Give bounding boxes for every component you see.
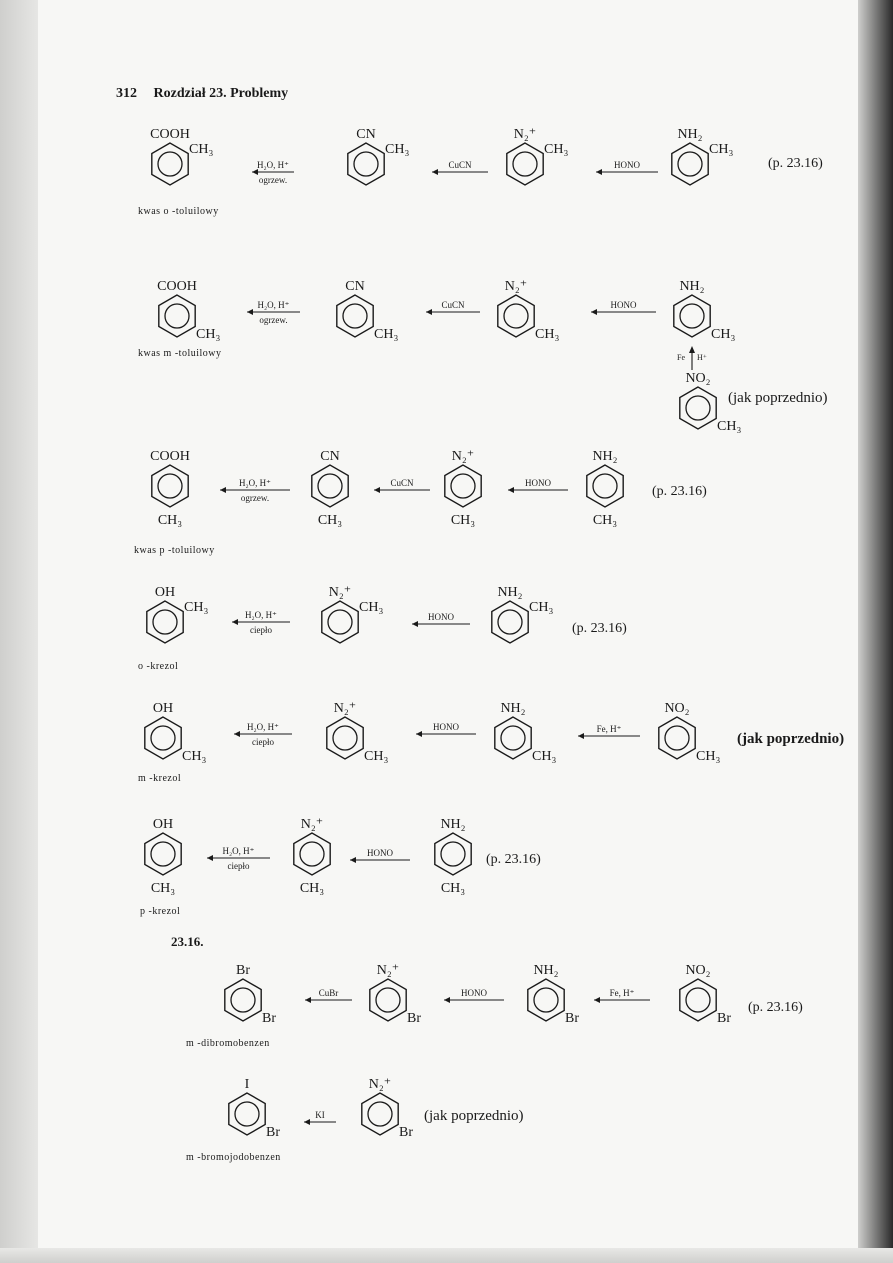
row1-cooh-aromatic-circle xyxy=(158,152,182,176)
row1-n2-ring xyxy=(507,143,543,185)
row5-arrow2-head xyxy=(416,731,422,737)
row3-cooh-top-group: COOH xyxy=(150,449,190,464)
row2-hplus-label: H⁺ xyxy=(697,353,707,362)
row5-nh2-meta-group: CH₃ xyxy=(532,749,557,764)
row8-arrow1-reagent: KI xyxy=(315,1110,325,1120)
row2-arrow3-reagent: HONO xyxy=(610,300,637,310)
row6-nh2-bottom-group: CH₃ xyxy=(440,881,466,896)
row3-nh2-bottom-group: CH₃ xyxy=(592,513,618,528)
row7-arrow3-reagent: Fe, H⁺ xyxy=(609,988,635,998)
row3-cn-top-group: CN xyxy=(320,449,340,464)
row5-no2-ring xyxy=(659,717,695,759)
row7-arrow1-head xyxy=(305,997,311,1003)
row3-cooh-bottom-group: CH₃ xyxy=(157,513,183,528)
row7-n2-top-group: N₂⁺ xyxy=(376,963,400,978)
reference-row4: (p. 23.16) xyxy=(572,621,627,636)
row7-no2-top-group: NO₂ xyxy=(685,963,711,978)
row3-n2-ring xyxy=(445,465,481,507)
row5-nh2-ring xyxy=(495,717,531,759)
row2-n2-meta-group: CH₃ xyxy=(535,327,560,342)
row2-nh2-ring xyxy=(674,295,710,337)
row4-arrow1-reagent: H₂O, H⁺ xyxy=(245,610,277,620)
row1-cooh-top-group: COOH xyxy=(150,127,190,142)
row8-n2-ring xyxy=(362,1093,398,1135)
row2-arrow1-reagent: H₂O, H⁺ xyxy=(257,300,290,310)
row8-iodo-top-group: I xyxy=(244,1077,250,1092)
row2-arrow1-head xyxy=(247,309,253,315)
row7-nh2-meta-group: Br xyxy=(565,1011,579,1026)
row2-cn-top-group: CN xyxy=(345,279,365,294)
row7-n2-aromatic-circle xyxy=(376,988,400,1012)
row1-cooh-ring xyxy=(152,143,188,185)
row1-arrow2-reagent: CuCN xyxy=(448,160,472,170)
row5-nh2-aromatic-circle xyxy=(501,726,525,750)
row1-n2-aromatic-circle xyxy=(513,152,537,176)
row7-arrow1-reagent: CuBr xyxy=(318,988,339,998)
row4-nh2-ortho-group: CH₃ xyxy=(529,600,554,615)
row6-oh-bottom-group: CH₃ xyxy=(150,881,176,896)
row5-no2-meta-group: CH₃ xyxy=(696,749,721,764)
row4-oh-aromatic-circle xyxy=(153,610,177,634)
row2-arrow1-condition: ogrzew. xyxy=(259,315,288,325)
row8-n2-meta-group: Br xyxy=(399,1125,413,1140)
note-row5: (jak poprzednio) xyxy=(737,731,845,747)
row2-cooh-top-group: COOH xyxy=(157,279,197,294)
row3-arrow3-head xyxy=(508,487,514,493)
row3-arrow1-reagent: H₂O, H⁺ xyxy=(239,478,271,488)
row5-arrow1-condition: ciepło xyxy=(252,737,274,747)
row5-arrow1-reagent: H₂O, H⁺ xyxy=(247,722,279,732)
row3-arrow3-reagent: HONO xyxy=(525,478,551,488)
row2-cn-meta-group: CH₃ xyxy=(374,327,399,342)
row3-arrow1-condition: ogrzew. xyxy=(240,493,270,503)
row4-nh2-top-group: NH₂ xyxy=(497,585,523,600)
row2-no2-ring xyxy=(680,387,716,429)
row4-oh-ring xyxy=(147,601,183,643)
row1-n2-ortho-group: CH₃ xyxy=(544,142,569,157)
row4-nh2-aromatic-circle xyxy=(498,610,522,634)
row6-oh-ring xyxy=(145,833,181,875)
row1-cn-ortho-group: CH₃ xyxy=(385,142,410,157)
row1-arrow3-reagent: HONO xyxy=(614,160,640,170)
row2-no2-aromatic-circle xyxy=(686,396,710,420)
row3-arrow2-head xyxy=(374,487,380,493)
row3-n2-top-group: N₂⁺ xyxy=(451,449,475,464)
row8-iodo-aromatic-circle xyxy=(235,1102,259,1126)
row5-oh-meta-group: CH₃ xyxy=(182,749,207,764)
row4-oh-ortho-group: CH₃ xyxy=(184,600,209,615)
row3-nh2-top-group: NH₂ xyxy=(592,449,618,464)
row7-arrow2-head xyxy=(444,997,450,1003)
row2-n2-top-group: N₂⁺ xyxy=(504,279,528,294)
caption-o-toluic-acid: kwas o -toluilowy xyxy=(138,206,219,217)
row6-nh2-ring xyxy=(435,833,471,875)
row5-no2-top-group: NO₂ xyxy=(664,701,690,716)
row3-n2-aromatic-circle xyxy=(451,474,475,498)
row1-cn-top-group: CN xyxy=(356,127,376,142)
row3-arrow2-reagent: CuCN xyxy=(390,478,414,488)
row1-n2-top-group: N₂⁺ xyxy=(513,127,537,142)
row4-arrow1-head xyxy=(232,619,238,625)
row6-n2-ring xyxy=(294,833,330,875)
row2-cn-aromatic-circle xyxy=(343,304,367,328)
row7-no2-ring xyxy=(680,979,716,1021)
page-number: 312 xyxy=(116,86,137,101)
row2-no2-meta-group: CH₃ xyxy=(717,419,742,434)
row3-cn-aromatic-circle xyxy=(318,474,342,498)
row7-arrow3-head xyxy=(594,997,600,1003)
row1-nh2-top-group: NH₂ xyxy=(677,127,703,142)
row7-dibromo-top-group: Br xyxy=(236,963,250,978)
row1-arrow1-reagent: H₂O, H⁺ xyxy=(257,160,289,170)
caption-m-toluic-acid: kwas m -toluilowy xyxy=(138,348,222,359)
caption-p-toluic-acid: kwas p -toluilowy xyxy=(134,545,215,556)
row6-arrow2-head xyxy=(350,857,356,863)
row4-n2-top-group: N₂⁺ xyxy=(328,585,352,600)
row2-no2-top-group: NO₂ xyxy=(685,371,711,386)
row3-nh2-aromatic-circle xyxy=(593,474,617,498)
row7-arrow2-reagent: HONO xyxy=(461,988,487,998)
row2-nh2-meta-group: CH₃ xyxy=(711,327,736,342)
row3-cooh-aromatic-circle xyxy=(158,474,182,498)
row8-n2-aromatic-circle xyxy=(368,1102,392,1126)
row6-n2-top-group: N₂⁺ xyxy=(300,817,324,832)
row7-n2-ring xyxy=(370,979,406,1021)
row5-arrow2-reagent: HONO xyxy=(433,722,459,732)
row5-no2-aromatic-circle xyxy=(665,726,689,750)
row7-n2-meta-group: Br xyxy=(407,1011,421,1026)
note-row2: (jak poprzednio) xyxy=(728,390,828,406)
row2-arrow2-reagent: CuCN xyxy=(441,300,465,310)
row5-n2-top-group: N₂⁺ xyxy=(333,701,357,716)
row2-arrow3-head xyxy=(591,309,597,315)
row5-arrow3-head xyxy=(578,733,584,739)
row1-cn-ring xyxy=(348,143,384,185)
caption-m-cresol: m -krezol xyxy=(138,773,182,784)
caption-m-dibromobenzene: m -dibromobenzen xyxy=(186,1038,270,1049)
row6-n2-aromatic-circle xyxy=(300,842,324,866)
row6-oh-aromatic-circle xyxy=(151,842,175,866)
row2-fe-label: Fe xyxy=(677,353,685,362)
row7-dibromo-ring xyxy=(225,979,261,1021)
row7-no2-aromatic-circle xyxy=(686,988,710,1012)
reference-row3: (p. 23.16) xyxy=(652,484,707,499)
chapter-title: Rozdział 23. Problemy xyxy=(153,86,289,101)
row8-iodo-ring xyxy=(229,1093,265,1135)
row8-n2-top-group: N₂⁺ xyxy=(368,1077,392,1092)
row1-arrow1-condition: ogrzew. xyxy=(258,175,288,185)
row1-nh2-aromatic-circle xyxy=(678,152,702,176)
row1-arrow3-head xyxy=(596,169,602,175)
row7-nh2-ring xyxy=(528,979,564,1021)
row2-cn-ring xyxy=(337,295,373,337)
row3-cn-bottom-group: CH₃ xyxy=(317,513,343,528)
row2-n2-aromatic-circle xyxy=(504,304,528,328)
row6-oh-top-group: OH xyxy=(152,817,174,832)
row3-nh2-ring xyxy=(587,465,623,507)
note-row8: (jak poprzednio) xyxy=(424,1108,524,1124)
row2-cooh-aromatic-circle xyxy=(165,304,189,328)
caption-o-cresol: o -krezol xyxy=(138,661,179,672)
row5-n2-aromatic-circle xyxy=(333,726,357,750)
row2-cooh-meta-group: CH₃ xyxy=(196,327,221,342)
row4-oh-top-group: OH xyxy=(154,585,176,600)
row8-iodo-meta-group: Br xyxy=(266,1125,280,1140)
row6-arrow1-condition: ciepło xyxy=(227,861,250,871)
row2-nh2-aromatic-circle xyxy=(680,304,704,328)
row7-nh2-top-group: NH₂ xyxy=(533,963,559,978)
row5-arrow3-reagent: Fe, H⁺ xyxy=(596,724,622,734)
row6-nh2-top-group: NH₂ xyxy=(440,817,466,832)
row7-dibromo-aromatic-circle xyxy=(231,988,255,1012)
row2-nh2-top-group: NH₂ xyxy=(679,279,705,294)
row6-arrow2-reagent: HONO xyxy=(367,848,393,858)
row1-cn-aromatic-circle xyxy=(354,152,378,176)
row7-dibromo-meta-group: Br xyxy=(262,1011,276,1026)
row7-nh2-aromatic-circle xyxy=(534,988,558,1012)
row4-arrow2-reagent: HONO xyxy=(428,612,454,622)
row5-n2-ring xyxy=(327,717,363,759)
row5-oh-top-group: OH xyxy=(152,701,174,716)
row2-n2-ring xyxy=(498,295,534,337)
row6-arrow1-head xyxy=(207,855,213,861)
row3-cn-ring xyxy=(312,465,348,507)
row7-no2-meta-group: Br xyxy=(717,1011,731,1026)
row1-nh2-ring xyxy=(672,143,708,185)
row5-nh2-top-group: NH₂ xyxy=(500,701,526,716)
row3-n2-bottom-group: CH₃ xyxy=(450,513,476,528)
row1-arrow2-head xyxy=(432,169,438,175)
row5-oh-aromatic-circle xyxy=(151,726,175,750)
row6-nh2-aromatic-circle xyxy=(441,842,465,866)
row4-n2-aromatic-circle xyxy=(328,610,352,634)
reference-row7: (p. 23.16) xyxy=(748,1000,803,1015)
section-number: 23.16. xyxy=(171,934,204,949)
row3-cooh-ring xyxy=(152,465,188,507)
caption-m-bromoiodobenzene: m -bromojodobenzen xyxy=(186,1152,281,1163)
row1-cooh-ortho-group: CH₃ xyxy=(189,142,214,157)
row4-n2-ring xyxy=(322,601,358,643)
row5-arrow1-head xyxy=(234,731,240,737)
row4-arrow1-condition: ciepło xyxy=(250,625,272,635)
row1-nh2-ortho-group: CH₃ xyxy=(709,142,734,157)
row2-arrow2-head xyxy=(426,309,432,315)
row2-cooh-ring xyxy=(159,295,195,337)
row5-n2-meta-group: CH₃ xyxy=(364,749,389,764)
reference-row6: (p. 23.16) xyxy=(486,852,541,867)
row5-oh-ring xyxy=(145,717,181,759)
row4-nh2-ring xyxy=(492,601,528,643)
row8-arrow1-head xyxy=(304,1119,310,1125)
row2-up-arrow-head xyxy=(689,346,695,353)
row6-n2-bottom-group: CH₃ xyxy=(299,881,325,896)
caption-p-cresol: p -krezol xyxy=(140,906,181,917)
row4-n2-ortho-group: CH₃ xyxy=(359,600,384,615)
reference-row1: (p. 23.16) xyxy=(768,156,823,171)
row3-arrow1-head xyxy=(220,487,226,493)
row4-arrow2-head xyxy=(412,621,418,627)
row6-arrow1-reagent: H₂O, H⁺ xyxy=(222,846,255,856)
